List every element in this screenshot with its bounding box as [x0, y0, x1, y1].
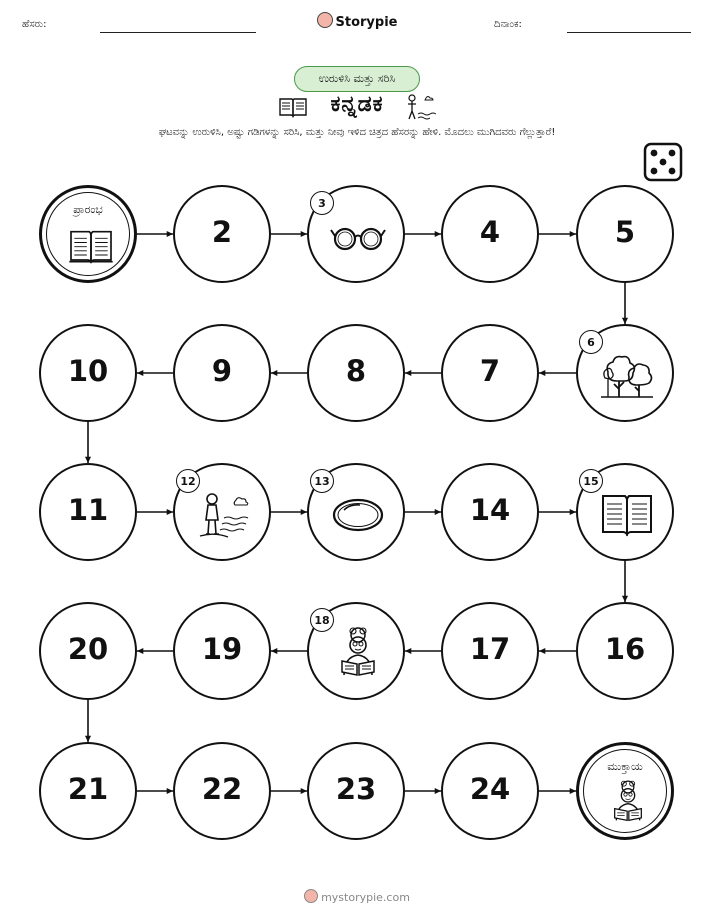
finish-label: ಮುಕ್ತಾಯ	[607, 760, 643, 773]
space-number: 10	[67, 354, 109, 388]
space-number: 4	[479, 215, 501, 249]
space-number: 19	[201, 632, 243, 666]
space-number: 16	[604, 632, 646, 666]
instructions: ಘಟವನ್ನು ಉರುಳಿಸಿ, ಅಷ್ಟು ಗಡಿಗಳನ್ನು ಸರಿಸಿ, ಮತ್ತು ನೀವು ಇಳಿದ ಚಿತ್ರದ ಹೆಸರನ್ನು ಹೇಳಿ. ಮೊದಲು ಮುಗಿದವರು ಗೆಲ್ಲುತ್ತಾರೆ!	[158, 127, 556, 138]
space-number: 2	[211, 215, 233, 249]
glasses-icon	[328, 206, 388, 266]
space-number: 22	[201, 772, 243, 806]
board-space-17	[441, 602, 539, 700]
board-space-11	[39, 463, 137, 561]
space-number: 8	[345, 354, 367, 388]
boy-at-sea-icon	[194, 484, 254, 544]
space-number: 7	[479, 354, 501, 388]
space-number-badge: 15	[579, 469, 603, 493]
storypie-logo-icon	[304, 889, 318, 903]
space-number: 5	[614, 215, 636, 249]
board-space-21	[39, 742, 137, 840]
space-number: 20	[67, 632, 109, 666]
date-label: ದಿನಾಂಕ:	[494, 19, 522, 30]
space-number-badge: 12	[176, 469, 200, 493]
board-space-7	[441, 324, 539, 422]
board-space-16	[576, 602, 674, 700]
board-space-10	[39, 324, 137, 422]
lens-icon	[328, 484, 388, 544]
grandma-reading-icon	[328, 623, 388, 683]
start-label: ಪ್ರಾರಂಭ	[73, 203, 103, 216]
book-icon	[66, 220, 116, 270]
space-number-badge: 6	[579, 330, 603, 354]
board-space-19	[173, 602, 271, 700]
name-label: ಹೆಸರು:	[22, 19, 47, 30]
board-space-4	[441, 185, 539, 283]
board-space-9	[173, 324, 271, 422]
space-number: 11	[67, 493, 109, 527]
space-number: 24	[469, 772, 511, 806]
footer	[0, 889, 714, 904]
board-space-20	[39, 602, 137, 700]
space-number: 23	[335, 772, 377, 806]
board-space-22	[173, 742, 271, 840]
grandma-reading-icon	[603, 777, 653, 827]
start-space	[39, 185, 137, 283]
space-number-badge: 18	[310, 608, 334, 632]
open-book-icon	[597, 484, 657, 544]
board-space-23	[307, 742, 405, 840]
footer-url: mystorypie.com	[321, 891, 410, 904]
board-space-14	[441, 463, 539, 561]
space-number-badge: 3	[310, 191, 334, 215]
space-number-badge: 13	[310, 469, 334, 493]
activity-pill: ಉರುಳಿಸಿ ಮತ್ತು ಸರಿಸಿ	[294, 66, 420, 92]
brand-name: Storypie	[335, 15, 398, 30]
board-space-5	[576, 185, 674, 283]
page-title: ಕನ್ನಡಕ	[330, 92, 384, 117]
space-number: 14	[469, 493, 511, 527]
board-space-24	[441, 742, 539, 840]
finish-space	[576, 742, 674, 840]
space-number: 17	[469, 632, 511, 666]
space-number: 9	[211, 354, 233, 388]
trees-icon	[597, 345, 657, 405]
space-number: 21	[67, 772, 109, 806]
board-space-8	[307, 324, 405, 422]
board-space-2	[173, 185, 271, 283]
